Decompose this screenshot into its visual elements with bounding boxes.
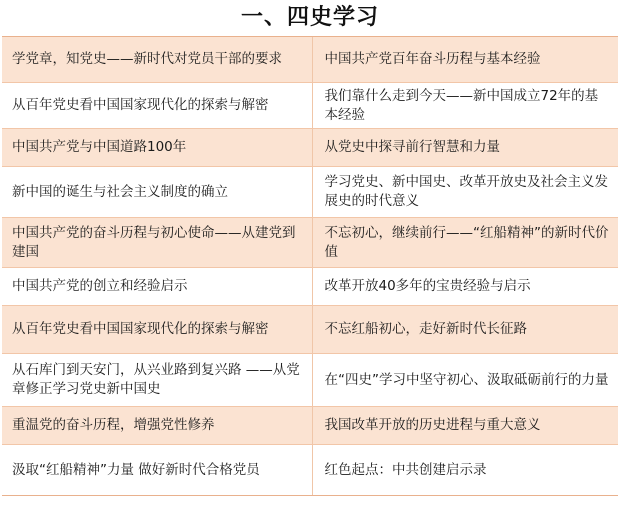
topic-cell-left: 重温党的奋斗历程，增强党性修养 xyxy=(2,407,312,445)
topic-cell-left: 汲取“红船精神”力量 做好新时代合格党员 xyxy=(2,445,312,496)
topic-cell-right: 在“四史”学习中坚守初心、汲取砥砺前行的力量 xyxy=(312,354,618,407)
topic-cell-right: 从党史中探寻前行智慧和力量 xyxy=(312,129,618,167)
table-row xyxy=(2,445,618,496)
topic-cell-left: 从百年党史看中国国家现代化的探索与解密 xyxy=(2,83,312,129)
topic-cell-right: 我国改革开放的历史进程与重大意义 xyxy=(312,407,618,445)
topic-cell-left: 中国共产党的创立和经验启示 xyxy=(2,268,312,306)
topic-cell-right: 改革开放40多年的宝贵经验与启示 xyxy=(312,268,618,306)
table-row xyxy=(2,354,618,407)
table-row xyxy=(2,306,618,354)
topic-cell-left: 从百年党史看中国国家现代化的探索与解密 xyxy=(2,306,312,354)
topic-cell-left: 新中国的诞生与社会主义制度的确立 xyxy=(2,167,312,218)
topic-cell-left: 学党章，知党史——新时代对党员干部的要求 xyxy=(2,37,312,83)
topic-cell-left: 中国共产党与中国道路100年 xyxy=(2,129,312,167)
topic-cell-right: 红色起点：中共创建启示录 xyxy=(312,445,618,496)
page-title: 一、四史学习 xyxy=(240,5,379,30)
table-row xyxy=(2,167,618,218)
table-row xyxy=(2,37,618,83)
topic-cell-right: 不忘红船初心，走好新时代长征路 xyxy=(312,306,618,354)
table-row xyxy=(2,129,618,167)
topic-cell-right: 中国共产党百年奋斗历程与基本经验 xyxy=(312,37,618,83)
table-row xyxy=(2,83,618,129)
topics-table xyxy=(2,36,618,496)
table-row xyxy=(2,268,618,306)
topic-cell-left: 从石库门到天安门，从兴业路到复兴路 ——从党章修正学习党史新中国史 xyxy=(2,354,312,407)
table-row xyxy=(2,407,618,445)
topic-cell-left: 中国共产党的奋斗历程与初心使命——从建党到建国 xyxy=(2,218,312,268)
topic-cell-right: 我们靠什么走到今天——新中国成立72年的基本经验 xyxy=(312,83,618,129)
table-row xyxy=(2,218,618,268)
topic-cell-right: 学习党史、新中国史、改革开放史及社会主义发展史的时代意义 xyxy=(312,167,618,218)
topic-cell-right: 不忘初心，继续前行——“红船精神”的新时代价值 xyxy=(312,218,618,268)
